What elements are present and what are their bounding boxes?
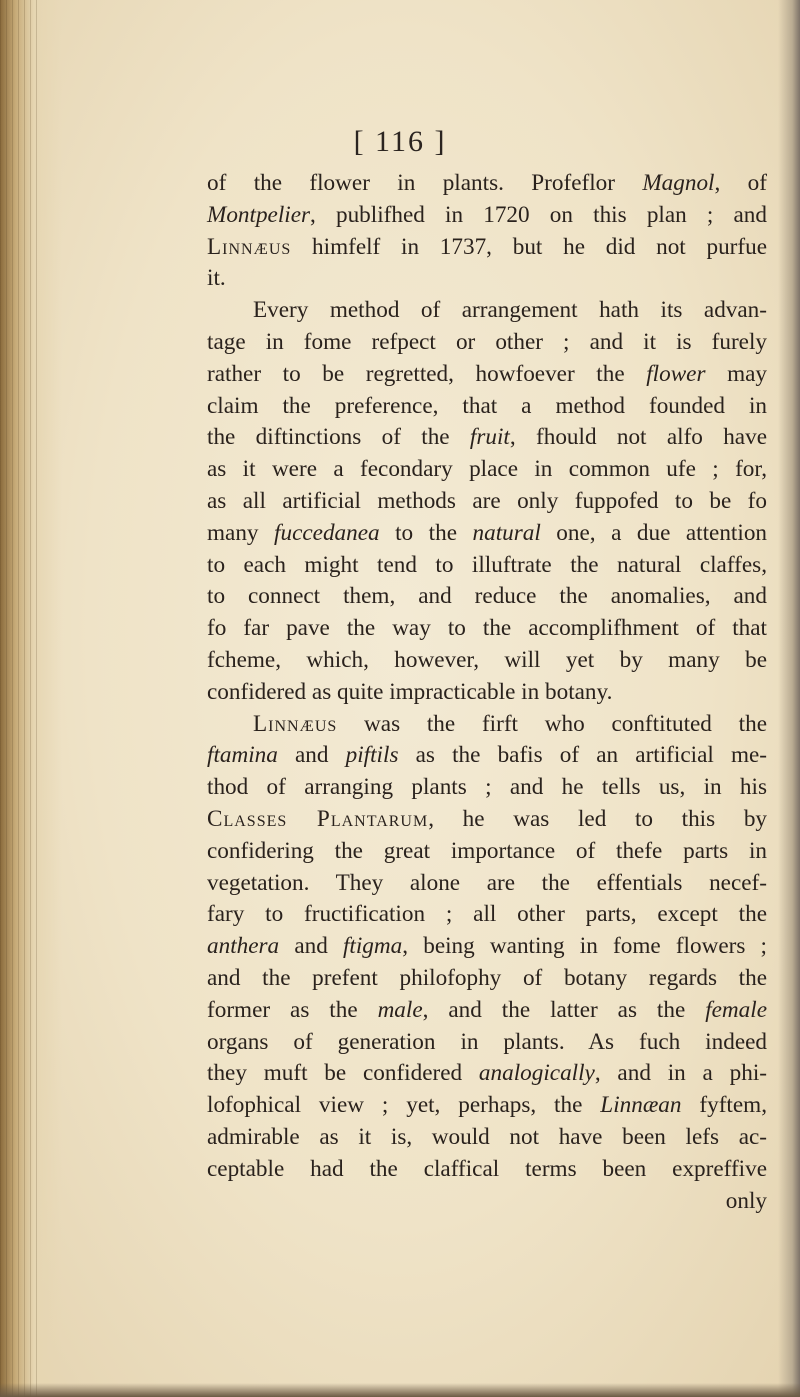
text-span: ceptable had the claffical terms been expreffive xyxy=(207,1155,767,1182)
text-line xyxy=(207,772,767,804)
text-line xyxy=(207,1154,767,1186)
text-span: organs of generation in plants. As fuch indeed xyxy=(207,1028,767,1055)
italic-text: Magnol xyxy=(642,170,715,196)
text-span: , publifhed in 1720 on this plan ; and xyxy=(310,201,767,228)
text-span: himfelf in 1737, but he did not purfue xyxy=(291,233,767,260)
text-span: as all artificial methods are only fuppofed to be fo xyxy=(207,487,767,514)
text-span: , and in a phi- xyxy=(594,1060,767,1087)
text-line xyxy=(207,168,767,200)
text-span: one, a due attention xyxy=(540,519,768,546)
italic-text: female xyxy=(705,996,767,1023)
text-span: confidering the great importance of thefe parts in xyxy=(207,837,767,864)
text-span: former as the xyxy=(207,996,378,1023)
text-span: and xyxy=(277,742,346,769)
text-span: to the xyxy=(379,519,473,546)
italic-text: fuccedanea xyxy=(274,519,380,546)
text-line xyxy=(207,422,767,454)
text-line xyxy=(207,963,767,995)
small-caps-text: Linnæus xyxy=(253,710,338,737)
text-span: admirable as it is, would not have been lefs ac- xyxy=(207,1123,767,1150)
text-span: may xyxy=(705,360,767,387)
text-line xyxy=(207,677,767,709)
text-span: , he was led to this by xyxy=(428,805,768,832)
text-span: was the firft who conftituted the xyxy=(337,710,767,737)
page-edge-shadow xyxy=(778,0,800,1397)
text-line xyxy=(207,931,767,963)
text-span: they muft be confidered xyxy=(207,1060,479,1087)
text-line xyxy=(207,1058,767,1090)
text-span: fyftem, xyxy=(681,1092,767,1119)
text-line xyxy=(207,1090,767,1122)
italic-text: natural xyxy=(472,519,541,546)
text-span: , being wanting in fome flowers ; xyxy=(402,933,767,960)
text-span: only xyxy=(725,1187,767,1214)
text-span: , of xyxy=(714,170,767,196)
text-line xyxy=(207,645,767,677)
text-span: fo far pave the way to the accomplifhment of that xyxy=(207,615,767,642)
text-span: fcheme, which, however, will yet by many be xyxy=(207,646,767,673)
italic-text: fruit xyxy=(469,424,510,451)
text-span: of the flower in plants. Profeflor xyxy=(207,170,643,196)
text-line xyxy=(207,709,767,741)
gutter-texture xyxy=(0,0,40,1397)
text-line xyxy=(207,581,767,613)
text-span: tage in fome refpect or other ; and it is furely xyxy=(207,328,767,355)
text-line xyxy=(207,868,767,900)
text-span: it. xyxy=(207,265,226,292)
text-line xyxy=(207,550,767,582)
italic-text: flower xyxy=(646,360,706,387)
page-number: [ 116 ] xyxy=(353,125,447,158)
text-line xyxy=(207,295,767,327)
text-line xyxy=(207,899,767,931)
text-line xyxy=(207,263,767,295)
italic-text: Montpelier xyxy=(207,201,311,228)
text-span: as it were a fecondary place in common ufe ; for, xyxy=(207,456,767,483)
text-line xyxy=(207,486,767,518)
text-line xyxy=(207,1027,767,1059)
text-line xyxy=(207,613,767,645)
italic-text: ftamina xyxy=(207,742,278,769)
text-line xyxy=(207,1186,767,1218)
page-bottom-shadow xyxy=(0,1383,800,1397)
text-line xyxy=(207,359,767,391)
text-line xyxy=(207,836,767,868)
text-span: to each might tend to illuftrate the natural claffes, xyxy=(207,551,767,578)
text-span: claim the preference, that a method founded in xyxy=(207,392,767,419)
small-caps-text: Linnæus xyxy=(207,233,292,260)
text-span: thod of arranging plants ; and he tells us, in his xyxy=(207,774,767,801)
text-line xyxy=(207,518,767,550)
text-line xyxy=(207,740,767,772)
body-text xyxy=(207,168,767,1217)
text-line xyxy=(207,327,767,359)
text-line xyxy=(207,995,767,1027)
text-span: lofophical view ; yet, perhaps, the xyxy=(207,1092,601,1119)
text-span: Every method of arrangement hath its advan- xyxy=(253,297,767,324)
text-line xyxy=(207,200,767,232)
small-caps-text: Classes Plantarum xyxy=(207,805,429,832)
text-span: fary to fructification ; all other parts, except the xyxy=(207,901,767,928)
text-span: to connect them, and reduce the anomalies, and xyxy=(207,583,767,610)
text-span: , and the latter as the xyxy=(422,996,706,1023)
text-line xyxy=(207,454,767,486)
text-line xyxy=(207,804,767,836)
text-span: rather to be regretted, howfoever the xyxy=(207,360,647,387)
text-span: and xyxy=(279,933,343,960)
text-span: the diftinctions of the xyxy=(207,424,470,451)
italic-text: ftigma xyxy=(342,933,403,960)
italic-text: analogically xyxy=(478,1060,595,1087)
text-span: and the prefent philofophy of botany regards the xyxy=(207,964,767,991)
text-span: many xyxy=(207,519,275,546)
text-span: vegetation. They alone are the effentials necef- xyxy=(207,869,767,896)
text-span: , fhould not alfo have xyxy=(509,424,767,451)
italic-text: anthera xyxy=(207,933,280,960)
text-span: confidered as quite impracticable in botany. xyxy=(207,678,613,705)
text-line xyxy=(207,1122,767,1154)
text-line xyxy=(207,391,767,423)
italic-text: piftils xyxy=(345,742,399,769)
italic-text: male xyxy=(377,996,423,1023)
text-line xyxy=(207,232,767,264)
text-span: as the bafis of an artificial me- xyxy=(398,742,768,769)
italic-text: Linnæan xyxy=(600,1092,682,1119)
